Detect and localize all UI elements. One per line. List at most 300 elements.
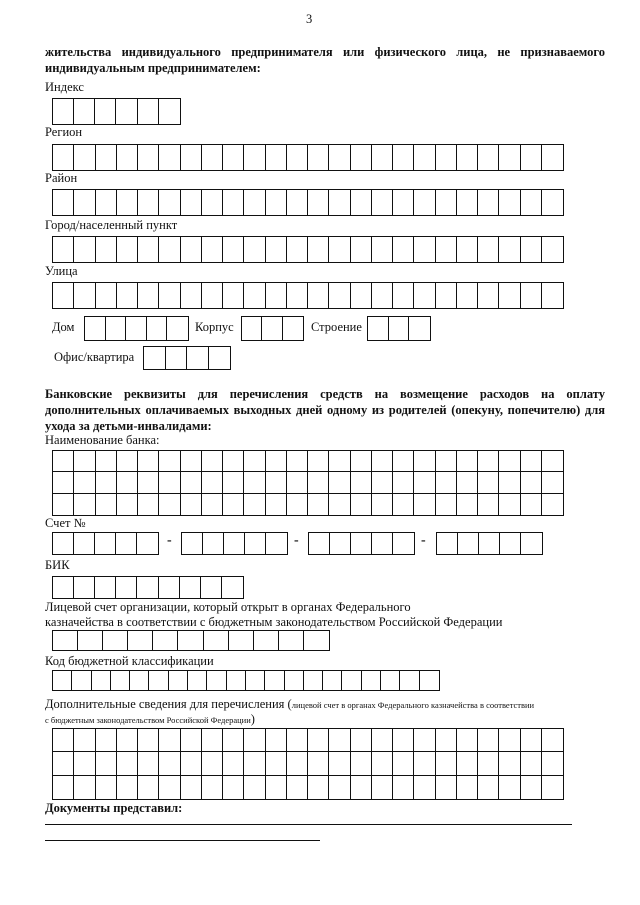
input-cell[interactable] — [372, 145, 393, 170]
input-cell[interactable] — [229, 631, 254, 650]
input-cell[interactable] — [329, 494, 350, 515]
input-cell[interactable] — [499, 776, 520, 799]
input-cell[interactable] — [372, 237, 393, 262]
input-cell[interactable] — [287, 451, 308, 472]
input-cell[interactable] — [329, 472, 350, 493]
input-cell[interactable] — [85, 317, 106, 340]
input-cell[interactable] — [159, 494, 180, 515]
input-cell[interactable] — [244, 145, 265, 170]
input-cell[interactable] — [414, 190, 435, 215]
input-cell[interactable] — [74, 752, 95, 775]
input-cell[interactable] — [159, 472, 180, 493]
input-cell[interactable] — [159, 729, 180, 752]
input-cell[interactable] — [521, 145, 542, 170]
input-cell[interactable] — [304, 631, 329, 650]
input-cell[interactable] — [287, 237, 308, 262]
input-cell[interactable] — [78, 631, 103, 650]
input-cell[interactable] — [95, 533, 116, 554]
input-cell[interactable] — [542, 237, 563, 262]
input-cell[interactable] — [287, 776, 308, 799]
input-cell[interactable] — [149, 671, 168, 690]
input-cell[interactable] — [223, 494, 244, 515]
input-cell[interactable] — [74, 577, 95, 598]
input-cell[interactable] — [53, 752, 74, 775]
input-cell[interactable] — [500, 533, 521, 554]
input-cell[interactable] — [74, 145, 95, 170]
signature-line-1[interactable] — [45, 824, 572, 825]
input-cell[interactable] — [74, 533, 95, 554]
input-cell[interactable] — [117, 283, 138, 308]
input-cell[interactable] — [53, 533, 74, 554]
input-cell[interactable] — [308, 776, 329, 799]
input-cell[interactable] — [159, 776, 180, 799]
input-cell[interactable] — [117, 494, 138, 515]
input-cell[interactable] — [138, 451, 159, 472]
input-cell[interactable] — [266, 472, 287, 493]
input-cell[interactable] — [244, 472, 265, 493]
input-cell[interactable] — [542, 145, 563, 170]
input-cell[interactable] — [478, 494, 499, 515]
input-cell[interactable] — [351, 283, 372, 308]
input-cell[interactable] — [381, 671, 400, 690]
input-cell[interactable] — [457, 729, 478, 752]
input-cell[interactable] — [74, 776, 95, 799]
input-cell[interactable] — [244, 283, 265, 308]
input-cell[interactable] — [409, 317, 430, 340]
input-cell[interactable] — [53, 145, 74, 170]
input-cell[interactable] — [262, 317, 282, 340]
input-cell[interactable] — [159, 752, 180, 775]
input-cell[interactable] — [342, 671, 361, 690]
input-cell[interactable] — [372, 283, 393, 308]
input-cell[interactable] — [181, 237, 202, 262]
input-cell[interactable] — [414, 237, 435, 262]
input-cell[interactable] — [521, 776, 542, 799]
input-cell[interactable] — [159, 283, 180, 308]
input-cell[interactable] — [181, 283, 202, 308]
input-cell[interactable] — [521, 533, 542, 554]
input-cell[interactable] — [499, 190, 520, 215]
input-cell[interactable] — [436, 451, 457, 472]
input-cell[interactable] — [323, 671, 342, 690]
input-cell[interactable] — [414, 283, 435, 308]
input-cell[interactable] — [521, 283, 542, 308]
input-cell[interactable] — [542, 451, 563, 472]
input-cell[interactable] — [147, 317, 168, 340]
input-cell[interactable] — [393, 451, 414, 472]
input-cell[interactable] — [414, 729, 435, 752]
input-cell[interactable] — [265, 671, 284, 690]
input-cell[interactable] — [138, 237, 159, 262]
input-cell[interactable] — [223, 237, 244, 262]
input-cell[interactable] — [53, 577, 74, 598]
input-cell[interactable] — [499, 237, 520, 262]
input-cell[interactable] — [499, 752, 520, 775]
input-cell[interactable] — [53, 283, 74, 308]
input-cell[interactable] — [106, 317, 127, 340]
input-cell[interactable] — [329, 776, 350, 799]
input-cell[interactable] — [420, 671, 439, 690]
input-cell[interactable] — [92, 671, 111, 690]
input-cell[interactable] — [478, 729, 499, 752]
input-cell[interactable] — [478, 145, 499, 170]
input-cell[interactable] — [266, 451, 287, 472]
personal-account-field[interactable] — [52, 630, 330, 651]
input-cell[interactable] — [224, 533, 245, 554]
input-cell[interactable] — [181, 190, 202, 215]
input-cell[interactable] — [138, 729, 159, 752]
input-cell[interactable] — [244, 752, 265, 775]
input-cell[interactable] — [285, 671, 304, 690]
input-cell[interactable] — [244, 190, 265, 215]
input-cell[interactable] — [521, 494, 542, 515]
input-cell[interactable] — [223, 472, 244, 493]
input-cell[interactable] — [351, 729, 372, 752]
input-cell[interactable] — [308, 729, 329, 752]
input-cell[interactable] — [457, 145, 478, 170]
input-cell[interactable] — [499, 283, 520, 308]
input-cell[interactable] — [182, 533, 203, 554]
input-cell[interactable] — [96, 145, 117, 170]
input-cell[interactable] — [368, 317, 389, 340]
input-cell[interactable] — [436, 237, 457, 262]
input-cell[interactable] — [53, 451, 74, 472]
input-cell[interactable] — [478, 472, 499, 493]
input-cell[interactable] — [457, 776, 478, 799]
input-cell[interactable] — [329, 729, 350, 752]
input-cell[interactable] — [138, 472, 159, 493]
input-cell[interactable] — [96, 283, 117, 308]
input-cell[interactable] — [223, 729, 244, 752]
input-cell[interactable] — [436, 752, 457, 775]
input-cell[interactable] — [202, 145, 223, 170]
input-cell[interactable] — [542, 776, 563, 799]
input-cell[interactable] — [245, 533, 266, 554]
input-cell[interactable] — [74, 190, 95, 215]
input-cell[interactable] — [478, 237, 499, 262]
street-field[interactable] — [52, 282, 564, 309]
input-cell[interactable] — [436, 145, 457, 170]
input-cell[interactable] — [499, 145, 520, 170]
input-cell[interactable] — [74, 494, 95, 515]
input-cell[interactable] — [74, 472, 95, 493]
input-cell[interactable] — [144, 347, 166, 369]
input-cell[interactable] — [222, 577, 243, 598]
input-cell[interactable] — [372, 472, 393, 493]
input-cell[interactable] — [223, 451, 244, 472]
input-cell[interactable] — [223, 776, 244, 799]
input-cell[interactable] — [287, 494, 308, 515]
input-cell[interactable] — [138, 494, 159, 515]
input-cell[interactable] — [202, 283, 223, 308]
input-cell[interactable] — [202, 494, 223, 515]
input-cell[interactable] — [393, 190, 414, 215]
input-cell[interactable] — [203, 533, 224, 554]
input-cell[interactable] — [53, 99, 74, 124]
input-cell[interactable] — [478, 190, 499, 215]
input-cell[interactable] — [202, 237, 223, 262]
input-cell[interactable] — [74, 451, 95, 472]
input-cell[interactable] — [542, 729, 563, 752]
input-cell[interactable] — [308, 283, 329, 308]
input-cell[interactable] — [457, 451, 478, 472]
input-cell[interactable] — [53, 671, 72, 690]
input-cell[interactable] — [202, 752, 223, 775]
input-cell[interactable] — [153, 631, 178, 650]
input-cell[interactable] — [266, 145, 287, 170]
input-cell[interactable] — [542, 190, 563, 215]
input-cell[interactable] — [266, 533, 287, 554]
input-cell[interactable] — [266, 283, 287, 308]
input-cell[interactable] — [116, 99, 137, 124]
input-cell[interactable] — [111, 671, 130, 690]
input-cell[interactable] — [202, 776, 223, 799]
bik-field[interactable] — [52, 576, 244, 599]
input-cell[interactable] — [138, 283, 159, 308]
input-cell[interactable] — [351, 752, 372, 775]
input-cell[interactable] — [159, 451, 180, 472]
input-cell[interactable] — [499, 729, 520, 752]
input-cell[interactable] — [329, 451, 350, 472]
input-cell[interactable] — [201, 577, 222, 598]
bank-name-field[interactable] — [52, 450, 564, 516]
input-cell[interactable] — [117, 145, 138, 170]
input-cell[interactable] — [372, 533, 393, 554]
input-cell[interactable] — [283, 317, 303, 340]
input-cell[interactable] — [244, 494, 265, 515]
input-cell[interactable] — [389, 317, 410, 340]
input-cell[interactable] — [287, 472, 308, 493]
account-field-3[interactable] — [308, 532, 415, 555]
input-cell[interactable] — [266, 729, 287, 752]
input-cell[interactable] — [287, 190, 308, 215]
office-field[interactable] — [143, 346, 231, 370]
input-cell[interactable] — [414, 145, 435, 170]
input-cell[interactable] — [159, 577, 180, 598]
region-field[interactable] — [52, 144, 564, 171]
input-cell[interactable] — [138, 145, 159, 170]
input-cell[interactable] — [499, 472, 520, 493]
input-cell[interactable] — [478, 283, 499, 308]
account-field-4[interactable] — [436, 532, 543, 555]
input-cell[interactable] — [400, 671, 419, 690]
input-cell[interactable] — [53, 237, 74, 262]
input-cell[interactable] — [457, 237, 478, 262]
input-cell[interactable] — [187, 347, 209, 369]
input-cell[interactable] — [351, 190, 372, 215]
input-cell[interactable] — [329, 237, 350, 262]
input-cell[interactable] — [329, 752, 350, 775]
input-cell[interactable] — [138, 190, 159, 215]
account-field-1[interactable] — [52, 532, 159, 555]
input-cell[interactable] — [207, 671, 226, 690]
input-cell[interactable] — [309, 533, 330, 554]
input-cell[interactable] — [393, 752, 414, 775]
input-cell[interactable] — [414, 752, 435, 775]
input-cell[interactable] — [287, 145, 308, 170]
city-field[interactable] — [52, 236, 564, 263]
input-cell[interactable] — [362, 671, 381, 690]
input-cell[interactable] — [188, 671, 207, 690]
input-cell[interactable] — [244, 237, 265, 262]
input-cell[interactable] — [266, 190, 287, 215]
input-cell[interactable] — [117, 190, 138, 215]
input-cell[interactable] — [457, 190, 478, 215]
input-cell[interactable] — [53, 190, 74, 215]
input-cell[interactable] — [521, 472, 542, 493]
input-cell[interactable] — [393, 729, 414, 752]
input-cell[interactable] — [521, 237, 542, 262]
input-cell[interactable] — [128, 631, 153, 650]
input-cell[interactable] — [393, 145, 414, 170]
input-cell[interactable] — [351, 533, 372, 554]
input-cell[interactable] — [393, 776, 414, 799]
input-cell[interactable] — [308, 752, 329, 775]
input-cell[interactable] — [279, 631, 304, 650]
input-cell[interactable] — [414, 494, 435, 515]
district-field[interactable] — [52, 189, 564, 216]
input-cell[interactable] — [117, 776, 138, 799]
input-cell[interactable] — [436, 472, 457, 493]
input-cell[interactable] — [159, 99, 180, 124]
input-cell[interactable] — [266, 752, 287, 775]
input-cell[interactable] — [103, 631, 128, 650]
input-cell[interactable] — [393, 472, 414, 493]
input-cell[interactable] — [254, 631, 279, 650]
input-cell[interactable] — [53, 472, 74, 493]
index-field[interactable] — [52, 98, 181, 125]
input-cell[interactable] — [53, 729, 74, 752]
input-cell[interactable] — [457, 494, 478, 515]
input-cell[interactable] — [329, 190, 350, 215]
input-cell[interactable] — [351, 237, 372, 262]
input-cell[interactable] — [53, 631, 78, 650]
signature-line-2[interactable] — [45, 840, 320, 841]
input-cell[interactable] — [202, 451, 223, 472]
input-cell[interactable] — [96, 752, 117, 775]
input-cell[interactable] — [521, 190, 542, 215]
input-cell[interactable] — [329, 283, 350, 308]
input-cell[interactable] — [436, 729, 457, 752]
input-cell[interactable] — [478, 451, 499, 472]
input-cell[interactable] — [436, 283, 457, 308]
input-cell[interactable] — [74, 237, 95, 262]
input-cell[interactable] — [166, 347, 188, 369]
input-cell[interactable] — [167, 317, 188, 340]
input-cell[interactable] — [53, 494, 74, 515]
input-cell[interactable] — [266, 237, 287, 262]
input-cell[interactable] — [117, 472, 138, 493]
input-cell[interactable] — [181, 752, 202, 775]
input-cell[interactable] — [74, 99, 95, 124]
input-cell[interactable] — [329, 145, 350, 170]
input-cell[interactable] — [96, 729, 117, 752]
input-cell[interactable] — [372, 752, 393, 775]
input-cell[interactable] — [96, 190, 117, 215]
input-cell[interactable] — [542, 472, 563, 493]
input-cell[interactable] — [116, 533, 137, 554]
input-cell[interactable] — [178, 631, 203, 650]
input-cell[interactable] — [169, 671, 188, 690]
input-cell[interactable] — [202, 190, 223, 215]
input-cell[interactable] — [95, 99, 116, 124]
input-cell[interactable] — [181, 145, 202, 170]
input-cell[interactable] — [414, 451, 435, 472]
input-cell[interactable] — [227, 671, 246, 690]
input-cell[interactable] — [414, 472, 435, 493]
input-cell[interactable] — [521, 752, 542, 775]
input-cell[interactable] — [308, 472, 329, 493]
input-cell[interactable] — [117, 451, 138, 472]
input-cell[interactable] — [308, 145, 329, 170]
input-cell[interactable] — [308, 237, 329, 262]
input-cell[interactable] — [521, 451, 542, 472]
input-cell[interactable] — [393, 494, 414, 515]
input-cell[interactable] — [458, 533, 479, 554]
input-cell[interactable] — [181, 729, 202, 752]
input-cell[interactable] — [138, 776, 159, 799]
input-cell[interactable] — [138, 752, 159, 775]
input-cell[interactable] — [372, 729, 393, 752]
input-cell[interactable] — [542, 752, 563, 775]
input-cell[interactable] — [266, 494, 287, 515]
input-cell[interactable] — [96, 451, 117, 472]
input-cell[interactable] — [372, 494, 393, 515]
input-cell[interactable] — [246, 671, 265, 690]
input-cell[interactable] — [116, 577, 137, 598]
kbk-field[interactable] — [52, 670, 440, 691]
input-cell[interactable] — [287, 729, 308, 752]
input-cell[interactable] — [244, 776, 265, 799]
input-cell[interactable] — [202, 472, 223, 493]
input-cell[interactable] — [96, 494, 117, 515]
input-cell[interactable] — [436, 190, 457, 215]
input-cell[interactable] — [436, 776, 457, 799]
input-cell[interactable] — [223, 752, 244, 775]
input-cell[interactable] — [457, 472, 478, 493]
input-cell[interactable] — [181, 494, 202, 515]
input-cell[interactable] — [308, 451, 329, 472]
input-cell[interactable] — [372, 451, 393, 472]
input-cell[interactable] — [130, 671, 149, 690]
input-cell[interactable] — [393, 533, 414, 554]
input-cell[interactable] — [351, 776, 372, 799]
input-cell[interactable] — [223, 283, 244, 308]
input-cell[interactable] — [479, 533, 500, 554]
input-cell[interactable] — [181, 776, 202, 799]
input-cell[interactable] — [223, 190, 244, 215]
house-field[interactable] — [84, 316, 189, 341]
input-cell[interactable] — [96, 776, 117, 799]
input-cell[interactable] — [499, 451, 520, 472]
input-cell[interactable] — [159, 237, 180, 262]
extra-info-field[interactable] — [52, 728, 564, 800]
input-cell[interactable] — [521, 729, 542, 752]
input-cell[interactable] — [372, 190, 393, 215]
input-cell[interactable] — [499, 494, 520, 515]
input-cell[interactable] — [242, 317, 262, 340]
input-cell[interactable] — [457, 283, 478, 308]
input-cell[interactable] — [330, 533, 351, 554]
input-cell[interactable] — [137, 577, 158, 598]
input-cell[interactable] — [137, 533, 158, 554]
input-cell[interactable] — [393, 283, 414, 308]
account-field-2[interactable] — [181, 532, 288, 555]
input-cell[interactable] — [351, 451, 372, 472]
input-cell[interactable] — [542, 283, 563, 308]
input-cell[interactable] — [542, 494, 563, 515]
input-cell[interactable] — [223, 145, 244, 170]
